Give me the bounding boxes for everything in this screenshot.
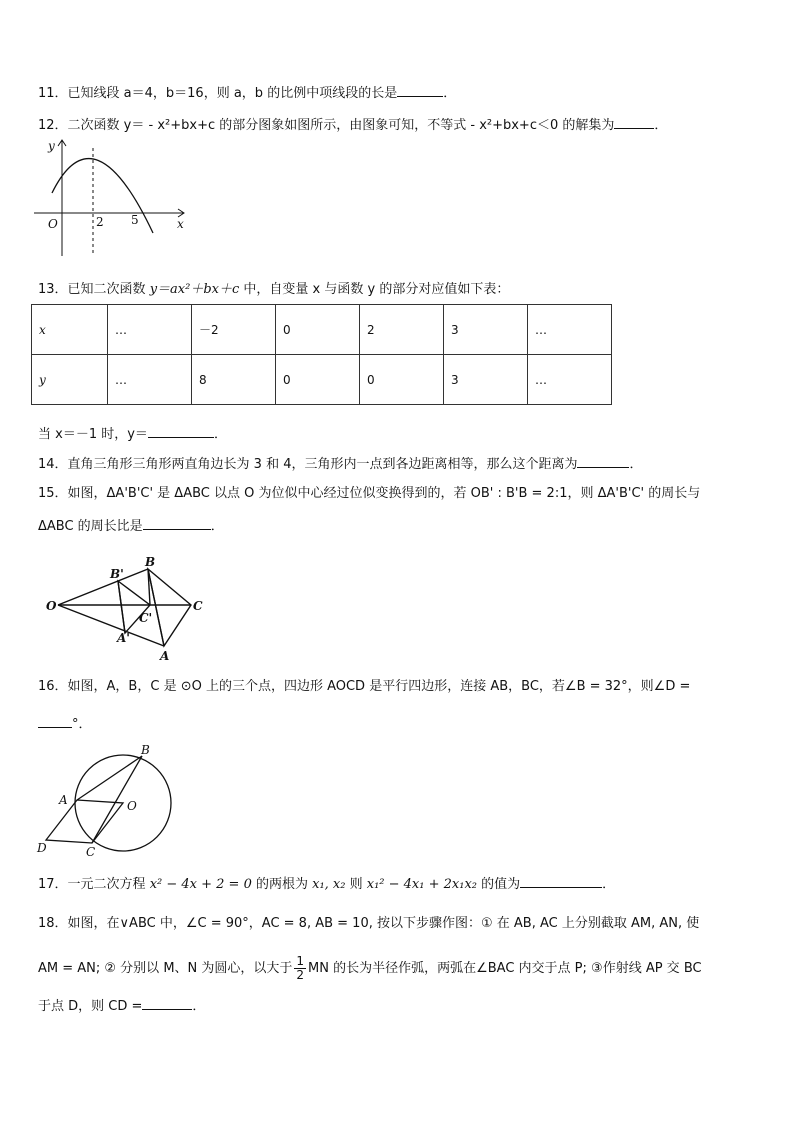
table-cell: 0 [360,355,444,405]
q12-end: ． [654,118,668,133]
q11-text: 11．已知线段 a＝4，b＝16，则 a，b 的比例中项线段的长是 [38,86,398,101]
q13-formula: y＝ax²＋bx＋c [149,282,240,297]
q15-answer-blank[interactable] [143,516,211,530]
q11-end: ． [443,86,457,101]
q17-answer-blank[interactable] [520,874,602,888]
tick-2-label: 2 [96,215,104,229]
table-cell: 8 [192,355,276,405]
question-13 [38,281,509,299]
q12-parabola-graph [32,138,192,263]
q13-after: 当 x＝－1 时，y＝ [38,427,148,442]
q14-text: 14．直角三角形三角形两直角边长为 3 和 4，三角形内一点到各边距离相等，那么这个距离为 [38,457,578,472]
q13-text-a: 13．已知二次函数 [38,282,150,297]
q14-answer-blank[interactable] [577,454,629,468]
label-C-prime: C' [139,611,153,625]
y-axis-label: y [48,139,55,153]
q16-circle-figure [34,740,184,860]
question-18-line-3 [38,996,205,1016]
q12-answer-blank[interactable] [614,115,654,129]
label-B-prime: B' [110,567,124,581]
x-axis-label: x [177,217,184,231]
q15-homothety-figure [44,554,214,664]
question-11 [38,83,456,103]
q11-answer-blank[interactable] [397,83,443,97]
question-16-line-1 [38,678,690,696]
table-cell: x [32,305,108,355]
label-A: A [59,793,68,807]
question-15-line-2 [38,516,224,536]
question-17 [38,874,615,894]
tick-5-label: 5 [131,213,139,227]
label-A: A [160,649,170,663]
q18-text-2a: AM = AN; ② 分别以 M、N 为圆心，以大于 [38,961,293,976]
label-A-prime: A' [117,631,130,645]
table-row [32,355,612,405]
q13-end: ． [213,427,227,442]
q16-text-1: 16．如图，A，B，C 是 ⊙O 上的三个点，四边形 AOCD 是平行四边形，连接 AB，BC，若∠B = 32°，则∠D = [38,679,691,694]
table-cell: … [108,305,192,355]
q17-text-c: 则 [345,877,367,892]
q17-equation: x² − 4x + 2 = 0 [149,877,252,892]
q18-text-3: 于点 D，则 CD = [38,999,143,1014]
table-cell: y [32,355,108,405]
q18-answer-blank[interactable] [142,996,192,1010]
table-cell: … [108,355,192,405]
table-cell: 3 [444,305,528,355]
label-C: C [193,599,203,613]
table-cell: 0 [276,305,360,355]
table-cell: －2 [192,305,276,355]
table-cell: 0 [276,355,360,405]
question-13-followup [38,424,227,444]
q12-text: 12．二次函数 y＝ - x²+bx+c 的部分图象如图所示，由图象可知，不等式 - x²+bx+c＜0 的解集为 [38,118,615,133]
q15-end: ． [210,519,224,534]
question-16-line-2 [38,714,92,734]
q17-text-b: 的两根为 [251,877,313,892]
q14-end: ． [629,457,643,472]
label-O: O [46,599,57,613]
label-B: B [145,555,156,569]
question-15-line-1 [38,485,700,503]
label-B: B [141,743,150,757]
q17-end: ． [602,877,616,892]
label-C: C [86,845,96,859]
q17-text-d: 的值为 [477,877,521,892]
table-cell: 3 [444,355,528,405]
fraction-denominator: 2 [296,968,305,982]
table-row [32,305,612,355]
q13-value-table [31,304,612,405]
question-18-line-1 [38,915,699,933]
q13-text-b: 中，自变量 x 与函数 y 的部分对应值如下表： [239,282,510,297]
q18-end: ． [192,999,206,1014]
q17-expression: x₁² − 4x₁ + 2x₁x₂ [366,877,477,892]
q17-roots: x₁, x₂ [312,877,346,892]
table-cell: … [528,355,612,405]
label-D: D [37,841,47,855]
origin-label: O [48,217,58,231]
q15-text-1: 15．如图，ΔA'B'C' 是 ΔABC 以点 O 为位似中心经过位似变换得到的，若 OB' : B'B = 2:1，则 ΔA'B'C' 的周长与 [38,486,701,501]
question-12 [38,115,667,135]
question-14 [38,454,643,474]
q16-answer-blank[interactable] [38,714,72,728]
q18-text-1: 18．如图，在∨ABC 中，∠C = 90°，AC = 8, AB = 10, 按以下步骤作图：① 在 AB, AC 上分别截取 AM, AN, 使 [38,916,700,931]
q17-text-a: 17．一元二次方程 [38,877,150,892]
table-cell: … [528,305,612,355]
q18-text-2b: MN 的长为半径作弧，两弧在∠BAC 内交于点 P; ③作射线 AP 交 BC [308,961,702,976]
q18-fraction [294,955,306,982]
table-cell: 2 [360,305,444,355]
question-18-line-2 [38,955,702,982]
fraction-numerator: 1 [296,954,305,968]
q13-answer-blank[interactable] [148,424,214,438]
label-O: O [127,799,137,813]
q16-end: °． [72,717,92,732]
q15-text-2: ΔABC 的周长比是 [38,519,143,534]
